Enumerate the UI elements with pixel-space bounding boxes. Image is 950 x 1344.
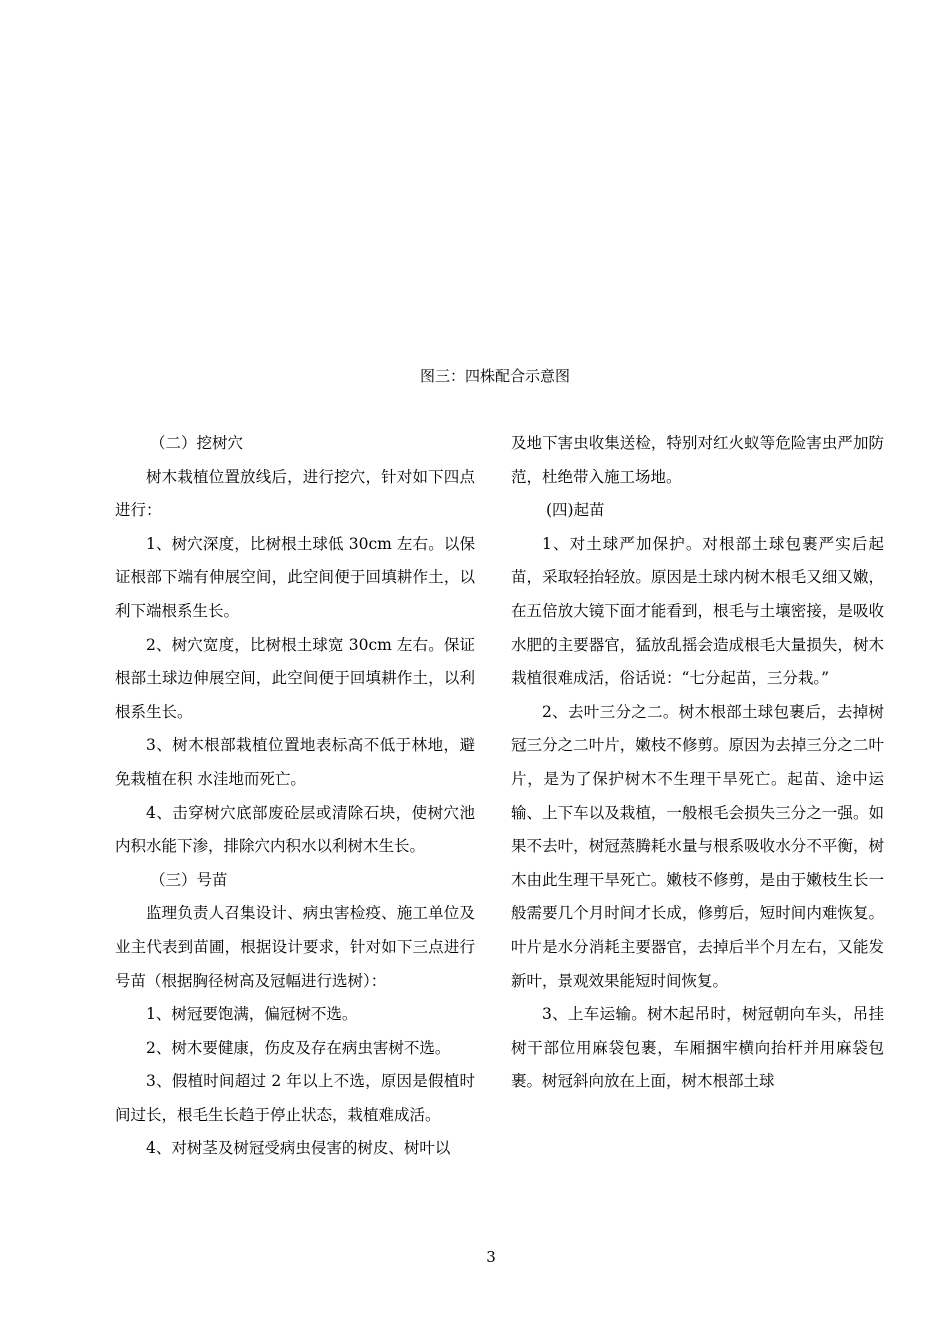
paragraph: 2、去叶三分之二。树木根部土球包裹后，去掉树冠三分之二叶片，嫩枝不修剪。原因为去掉三分之二叶片，是为了保护树木不生理干旱死亡。起苗、途中运输、上下车以及栽植，一般根毛会损失三分之一强。如果不去叶，树冠蒸腾耗水量与根系吸收水分不平衡，树木由此生理干旱死亡。嫩枝不修剪，是由于嫩枝生长一般需要几个月时间才长成，修剪后，短时间内难恢复。叶片是水分消耗主要器官，去掉后半个月左右，又能发新叶，景观效果能短时间恢复。 bbox=[511, 702, 884, 990]
left-column bbox=[115, 427, 475, 1166]
paragraph: 1、对土球严加保护。对根部土球包裹严实后起苗，采取轻抬轻放。原因是土球内树木根毛又细又嫩，在五倍放大镜下面才能看到，根毛与土壤密接，是吸收水肥的主要器官，猛放乱摇会造成根毛大量损失，树木栽植很难成活，俗话说：“七分起苗，三分栽。” bbox=[511, 534, 884, 688]
page-number: 3 bbox=[486, 1248, 496, 1266]
figure-caption: 图三：四株配合示意图 bbox=[419, 367, 570, 385]
section-heading-lift-seedlings: (四)起苗 bbox=[546, 501, 605, 520]
paragraph: 3、树木根部栽植位置地表标高不低于林地，避免栽植在积 水洼地而死亡。 bbox=[115, 736, 475, 788]
paragraph: 1、树穴深度，比树根土球低 30cm 左右。以保证根部下端有伸展空间，此空间便于回填耕作土，以利下端根系生长。 bbox=[115, 534, 475, 620]
right-column bbox=[511, 427, 884, 1099]
section-heading-dig-pits: （二）挖树穴 bbox=[150, 434, 244, 452]
paragraph: 4、击穿树穴底部废砼层或清除石块，使树穴池内积水能下渗，排除穴内积水以利树木生长。 bbox=[115, 803, 475, 856]
paragraph: 树木栽植位置放线后，进行挖穴，针对如下四点进行： bbox=[115, 467, 475, 520]
paragraph: 2、树穴宽度，比树根土球宽 30cm 左右。保证根部土球边伸展空间，此空间便于回填耕作土，以利根系生长。 bbox=[115, 635, 475, 721]
paragraph: 4、对树茎及树冠受病虫侵害的树皮、树叶以 bbox=[146, 1139, 451, 1158]
paragraph: 3、假植时间超过 2 年以上不选，原因是假植时间过长，根毛生长趋于停止状态，栽植难成活。 bbox=[115, 1072, 475, 1124]
paragraph-continued: 及地下害虫收集送检，特别对红火蚁等危险害虫严加防范，杜绝带入施工场地。 bbox=[511, 434, 884, 486]
paragraph: 3、上车运输。树木起吊时，树冠朝向车头，吊挂树干部位用麻袋包裹，车厢捆牢横向抬杆并用麻袋包裹。树冠斜向放在上面，树木根部土球 bbox=[511, 1005, 884, 1091]
paragraph: 监理负责人召集设计、病虫害检疫、施工单位及业主代表到苗圃，根据设计要求，针对如下三点进行号苗（根据胸径树高及冠幅进行选树）： bbox=[115, 904, 475, 990]
paragraph: 2、树木要健康，伤皮及存在病虫害树不选。 bbox=[146, 1038, 451, 1057]
paragraph: 1、树冠要饱满，偏冠树不选。 bbox=[146, 1005, 358, 1024]
section-heading-mark-seedlings: （三）号苗 bbox=[150, 870, 228, 889]
